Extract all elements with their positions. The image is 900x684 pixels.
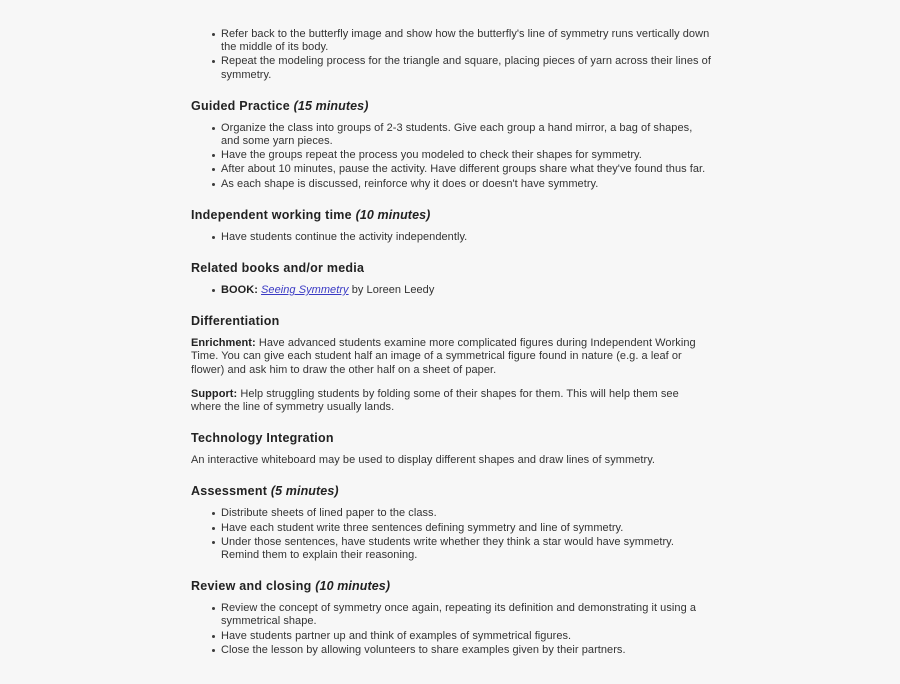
support-paragraph — [191, 388, 711, 414]
book-author: by Loreen Leedy — [348, 284, 435, 297]
heading-time: (10 minutes) — [315, 579, 391, 594]
heading-title: Guided Practice — [191, 98, 290, 113]
support-text: Help struggling students by folding some of their shapes for them. This will help them see where the line of symmetry usually lands. — [191, 387, 679, 414]
list-item: As each shape is discussed, reinforce why it does or doesn't have symmetry. — [191, 178, 711, 191]
section-technology-integration — [191, 431, 711, 467]
list-item: Repeat the modeling process for the triangle and square, placing pieces of yarn across their lines of symmetry. — [191, 55, 711, 81]
list-item: Refer back to the butterfly image and show how the butterfly's line of symmetry runs vertically down the middle of its body. — [191, 28, 711, 54]
list-item: Close the lesson by allowing volunteers to share examples given by their partners. — [191, 644, 711, 657]
independent-working-time-bullet-list — [191, 231, 711, 244]
book-label: BOOK: — [221, 284, 258, 297]
heading-technology-integration — [191, 431, 711, 446]
list-item: Have each student write three sentences defining symmetry and line of symmetry. — [191, 522, 711, 535]
heading-differentiation — [191, 314, 711, 329]
heading-title: Assessment — [191, 484, 268, 499]
heading-guided-practice — [191, 99, 711, 114]
list-item: Organize the class into groups of 2-3 students. Give each group a hand mirror, a bag of shapes, and some yarn pieces. — [191, 122, 711, 148]
heading-title: Technology Integration — [191, 431, 334, 446]
list-item: Have students partner up and think of examples of symmetrical figures. — [191, 630, 711, 643]
guided-practice-bullet-list — [191, 122, 711, 191]
list-item: After about 10 minutes, pause the activity. Have different groups share what they've found thus far. — [191, 163, 711, 176]
section-assessment — [191, 484, 711, 562]
heading-independent-working-time — [191, 208, 711, 223]
book-title-link[interactable]: Seeing Symmetry — [261, 284, 349, 297]
list-item: Distribute sheets of lined paper to the class. — [191, 507, 711, 520]
heading-title: Related books and/or media — [191, 261, 365, 276]
enrichment-paragraph — [191, 337, 711, 377]
support-label: Support: — [191, 387, 238, 400]
section-independent-working-time — [191, 208, 711, 244]
list-item: Have the groups repeat the process you modeled to check their shapes for symmetry. — [191, 149, 711, 162]
assessment-bullet-list — [191, 507, 711, 562]
review-and-closing-bullet-list — [191, 602, 711, 657]
section-guided-practice — [191, 99, 711, 191]
intro-bullet-list — [191, 28, 711, 82]
document-content — [191, 28, 711, 657]
enrichment-label: Enrichment: — [191, 337, 256, 350]
enrichment-text: Have advanced students examine more complicated figures during Independent Working Time. You can give each student half an image of a symmetrical figure found in nature (e.g. a leaf or flower) and ask him to draw the other half on a sheet of paper. — [191, 337, 696, 376]
related-media-list — [191, 284, 711, 297]
heading-title: Review and closing — [191, 579, 312, 594]
list-item — [191, 284, 711, 297]
list-item: Review the concept of symmetry once again, repeating its definition and demonstrating it using a symmetrical shape. — [191, 602, 711, 628]
heading-related-media — [191, 261, 711, 276]
heading-assessment — [191, 484, 711, 499]
list-item: Have students continue the activity independently. — [191, 231, 711, 244]
heading-time: (10 minutes) — [355, 207, 431, 222]
section-related-media — [191, 261, 711, 297]
list-item: Under those sentences, have students write whether they think a star would have symmetry. Remind them to explain their reasoning. — [191, 536, 711, 562]
heading-review-and-closing — [191, 579, 711, 594]
heading-time: (15 minutes) — [293, 98, 369, 113]
technology-integration-paragraph: An interactive whiteboard may be used to display different shapes and draw lines of symmetry. — [191, 454, 656, 467]
heading-title: Differentiation — [191, 314, 280, 329]
heading-title: Independent working time — [191, 207, 352, 222]
heading-time: (5 minutes) — [270, 484, 339, 499]
section-review-and-closing — [191, 579, 711, 657]
section-differentiation — [191, 314, 711, 414]
